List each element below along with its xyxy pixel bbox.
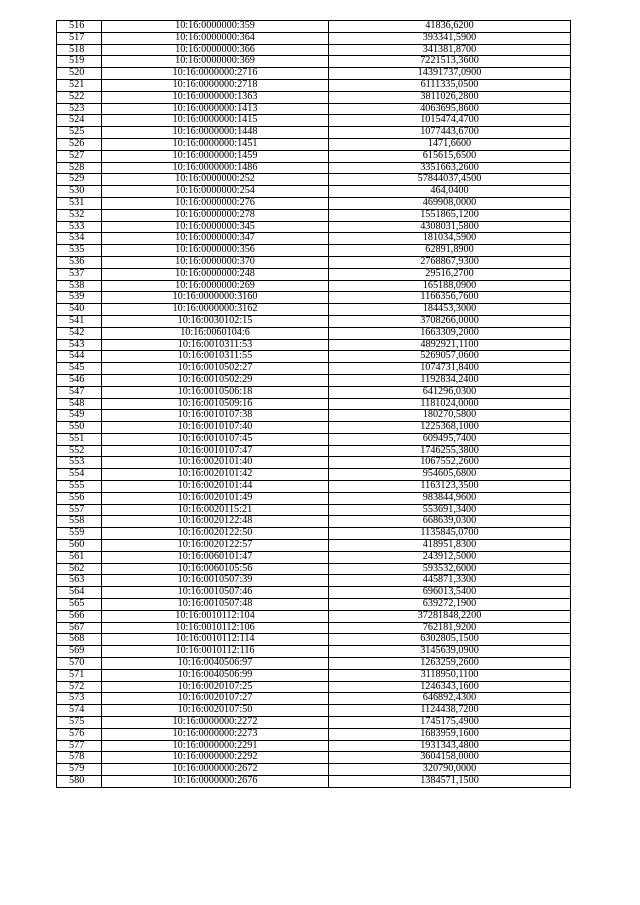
row-number-cell: 547: [57, 386, 102, 398]
row-number-cell: 530: [57, 186, 102, 198]
table-row: [57, 776, 571, 788]
value-cell: 1263259,2600: [329, 658, 571, 670]
row-number-cell: 566: [57, 610, 102, 622]
table-row: [57, 233, 571, 245]
table-row: [57, 280, 571, 292]
cadastral-number-cell: 10:16:0000000:356: [102, 245, 329, 257]
value-cell: 418951,8300: [329, 540, 571, 552]
cadastral-number-cell: 10:16:0010112:116: [102, 646, 329, 658]
row-number-cell: 553: [57, 457, 102, 469]
table-row: [57, 150, 571, 162]
row-number-cell: 562: [57, 563, 102, 575]
row-number-cell: 528: [57, 162, 102, 174]
table-row: [57, 481, 571, 493]
value-cell: 29516,2700: [329, 268, 571, 280]
cadastral-number-cell: 10:16:0000000:1363: [102, 91, 329, 103]
cadastral-number-cell: 10:16:0000000:359: [102, 21, 329, 33]
table-row: [57, 315, 571, 327]
cadastral-number-cell: 10:16:0000000:254: [102, 186, 329, 198]
row-number-cell: 536: [57, 256, 102, 268]
table-row: [57, 209, 571, 221]
row-number-cell: 541: [57, 315, 102, 327]
value-cell: 181034,5900: [329, 233, 571, 245]
cadastral-number-cell: 10:16:0000000:1413: [102, 103, 329, 115]
table-row: [57, 103, 571, 115]
table-row: [57, 56, 571, 68]
value-cell: 3811026,2800: [329, 91, 571, 103]
row-number-cell: 529: [57, 174, 102, 186]
row-number-cell: 537: [57, 268, 102, 280]
table-row: [57, 68, 571, 80]
value-cell: 762181,9200: [329, 622, 571, 634]
row-number-cell: 575: [57, 717, 102, 729]
cadastral-value-table: [56, 20, 571, 788]
cadastral-number-cell: 10:16:0020122:50: [102, 528, 329, 540]
value-cell: 4892921,1100: [329, 339, 571, 351]
cadastral-number-cell: 10:16:0000000:252: [102, 174, 329, 186]
cadastral-number-cell: 10:16:0000000:248: [102, 268, 329, 280]
value-cell: 6111335,0500: [329, 79, 571, 91]
table-row: [57, 422, 571, 434]
value-cell: 1124438,7200: [329, 705, 571, 717]
row-number-cell: 544: [57, 351, 102, 363]
cadastral-number-cell: 10:16:0000000:2291: [102, 740, 329, 752]
cadastral-number-cell: 10:16:0000000:1415: [102, 115, 329, 127]
row-number-cell: 564: [57, 587, 102, 599]
table-row: [57, 764, 571, 776]
cadastral-number-cell: 10:16:0000000:3162: [102, 304, 329, 316]
value-cell: 4063695,8600: [329, 103, 571, 115]
row-number-cell: 534: [57, 233, 102, 245]
value-cell: 4308031,5800: [329, 221, 571, 233]
value-cell: 3604158,0000: [329, 752, 571, 764]
value-cell: 469908,0000: [329, 197, 571, 209]
value-cell: 1663309,2000: [329, 327, 571, 339]
value-cell: 3708266,0000: [329, 315, 571, 327]
table-row: [57, 587, 571, 599]
row-number-cell: 523: [57, 103, 102, 115]
cadastral-number-cell: 10:16:0010507:48: [102, 599, 329, 611]
cadastral-number-cell: 10:16:0010509:16: [102, 398, 329, 410]
cadastral-number-cell: 10:16:0000000:2716: [102, 68, 329, 80]
cadastral-number-cell: 10:16:0000000:3160: [102, 292, 329, 304]
cadastral-number-cell: 10:16:0010502:27: [102, 363, 329, 375]
value-cell: 641296,0300: [329, 386, 571, 398]
value-cell: 1384571,1500: [329, 776, 571, 788]
value-cell: 341381,8700: [329, 44, 571, 56]
table-row: [57, 256, 571, 268]
row-number-cell: 563: [57, 575, 102, 587]
row-number-cell: 533: [57, 221, 102, 233]
value-cell: 1166356,7600: [329, 292, 571, 304]
table-row: [57, 658, 571, 670]
value-cell: 1181024,0000: [329, 398, 571, 410]
row-number-cell: 560: [57, 540, 102, 552]
value-cell: 954605,6800: [329, 469, 571, 481]
value-cell: 1074731,8400: [329, 363, 571, 375]
value-cell: 3145639,0900: [329, 646, 571, 658]
row-number-cell: 568: [57, 634, 102, 646]
table-row: [57, 622, 571, 634]
table-row: [57, 186, 571, 198]
cadastral-number-cell: 10:16:0000000:276: [102, 197, 329, 209]
row-number-cell: 517: [57, 32, 102, 44]
row-number-cell: 552: [57, 445, 102, 457]
row-number-cell: 543: [57, 339, 102, 351]
table-row: [57, 705, 571, 717]
row-number-cell: 557: [57, 504, 102, 516]
row-number-cell: 520: [57, 68, 102, 80]
row-number-cell: 548: [57, 398, 102, 410]
table-row: [57, 740, 571, 752]
table-row: [57, 21, 571, 33]
table-row: [57, 693, 571, 705]
row-number-cell: 577: [57, 740, 102, 752]
cadastral-number-cell: 10:16:0020101:40: [102, 457, 329, 469]
value-cell: 615615,6500: [329, 150, 571, 162]
value-cell: 5269057,0600: [329, 351, 571, 363]
row-number-cell: 518: [57, 44, 102, 56]
cadastral-number-cell: 10:16:0010502:29: [102, 374, 329, 386]
cadastral-number-cell: 10:16:0000000:366: [102, 44, 329, 56]
row-number-cell: 570: [57, 658, 102, 670]
table-row: [57, 32, 571, 44]
cadastral-number-cell: 10:16:0000000:364: [102, 32, 329, 44]
value-cell: 1067552,2600: [329, 457, 571, 469]
row-number-cell: 573: [57, 693, 102, 705]
row-number-cell: 559: [57, 528, 102, 540]
table-row: [57, 516, 571, 528]
value-cell: 639272,1900: [329, 599, 571, 611]
row-number-cell: 558: [57, 516, 102, 528]
cadastral-number-cell: 10:16:0000000:278: [102, 209, 329, 221]
cadastral-number-cell: 10:16:0000000:347: [102, 233, 329, 245]
cadastral-number-cell: 10:16:0010112:114: [102, 634, 329, 646]
table-row: [57, 162, 571, 174]
row-number-cell: 519: [57, 56, 102, 68]
value-cell: 1192834,2400: [329, 374, 571, 386]
cadastral-number-cell: 10:16:0020115:21: [102, 504, 329, 516]
table-row: [57, 575, 571, 587]
row-number-cell: 576: [57, 728, 102, 740]
value-cell: 1246343,1600: [329, 681, 571, 693]
row-number-cell: 567: [57, 622, 102, 634]
table-row: [57, 634, 571, 646]
row-number-cell: 580: [57, 776, 102, 788]
table-row: [57, 44, 571, 56]
table-row: [57, 79, 571, 91]
table-row: [57, 469, 571, 481]
cadastral-number-cell: 10:16:0020122:48: [102, 516, 329, 528]
cadastral-number-cell: 10:16:0020101:42: [102, 469, 329, 481]
cadastral-number-cell: 10:16:0000000:269: [102, 280, 329, 292]
row-number-cell: 540: [57, 304, 102, 316]
value-cell: 62891,8900: [329, 245, 571, 257]
value-cell: 165188,0900: [329, 280, 571, 292]
row-number-cell: 565: [57, 599, 102, 611]
table-row: [57, 504, 571, 516]
value-cell: 243912,5000: [329, 551, 571, 563]
value-cell: 1745175,4900: [329, 717, 571, 729]
value-cell: 1225368,1000: [329, 422, 571, 434]
cadastral-number-cell: 10:16:0060105:56: [102, 563, 329, 575]
row-number-cell: 516: [57, 21, 102, 33]
row-number-cell: 574: [57, 705, 102, 717]
row-number-cell: 521: [57, 79, 102, 91]
cadastral-number-cell: 10:16:0000000:345: [102, 221, 329, 233]
value-cell: 7221513,3600: [329, 56, 571, 68]
value-cell: 668639,0300: [329, 516, 571, 528]
cadastral-number-cell: 10:16:0000000:1451: [102, 138, 329, 150]
table-row: [57, 457, 571, 469]
table-row: [57, 551, 571, 563]
table-row: [57, 386, 571, 398]
value-cell: 6302805,1500: [329, 634, 571, 646]
cadastral-number-cell: 10:16:0010112:106: [102, 622, 329, 634]
value-cell: 553691,3400: [329, 504, 571, 516]
value-cell: 1163123,3500: [329, 481, 571, 493]
table-row: [57, 268, 571, 280]
cadastral-number-cell: 10:16:0060104:6: [102, 327, 329, 339]
cadastral-number-cell: 10:16:0000000:2273: [102, 728, 329, 740]
table-row: [57, 91, 571, 103]
value-cell: 180270,5800: [329, 410, 571, 422]
value-cell: 1135845,0700: [329, 528, 571, 540]
table-row: [57, 681, 571, 693]
value-cell: 14391737,0900: [329, 68, 571, 80]
table-row: [57, 492, 571, 504]
table-row: [57, 339, 571, 351]
table-row: [57, 728, 571, 740]
row-number-cell: 546: [57, 374, 102, 386]
value-cell: 1551865,1200: [329, 209, 571, 221]
table-row: [57, 351, 571, 363]
cadastral-number-cell: 10:16:0000000:1448: [102, 127, 329, 139]
table-row: [57, 717, 571, 729]
table-row: [57, 304, 571, 316]
value-cell: 646892,4300: [329, 693, 571, 705]
cadastral-number-cell: 10:16:0000000:2292: [102, 752, 329, 764]
value-cell: 1471,6600: [329, 138, 571, 150]
table-row: [57, 610, 571, 622]
value-cell: 184453,3000: [329, 304, 571, 316]
cadastral-number-cell: 10:16:0000000:1459: [102, 150, 329, 162]
row-number-cell: 526: [57, 138, 102, 150]
value-cell: 393341,5900: [329, 32, 571, 44]
value-cell: 2768867,9300: [329, 256, 571, 268]
value-cell: 3118950,1100: [329, 669, 571, 681]
table-row: [57, 221, 571, 233]
value-cell: 1746255,3800: [329, 445, 571, 457]
row-number-cell: 545: [57, 363, 102, 375]
cadastral-number-cell: 10:16:0010506:18: [102, 386, 329, 398]
cadastral-number-cell: 10:16:0010107:40: [102, 422, 329, 434]
cadastral-number-cell: 10:16:0010112:104: [102, 610, 329, 622]
value-cell: 1931343,4800: [329, 740, 571, 752]
row-number-cell: 538: [57, 280, 102, 292]
row-number-cell: 524: [57, 115, 102, 127]
value-cell: 1077443,6700: [329, 127, 571, 139]
row-number-cell: 539: [57, 292, 102, 304]
value-cell: 593532,6000: [329, 563, 571, 575]
row-number-cell: 571: [57, 669, 102, 681]
table-row: [57, 445, 571, 457]
table-row: [57, 646, 571, 658]
cadastral-number-cell: 10:16:0000000:2676: [102, 776, 329, 788]
row-number-cell: 549: [57, 410, 102, 422]
row-number-cell: 535: [57, 245, 102, 257]
cadastral-number-cell: 10:16:0010107:45: [102, 433, 329, 445]
cadastral-number-cell: 10:16:0010507:46: [102, 587, 329, 599]
value-cell: 1015474,4700: [329, 115, 571, 127]
cadastral-number-cell: 10:16:0010311:55: [102, 351, 329, 363]
cadastral-number-cell: 10:16:0010311:53: [102, 339, 329, 351]
value-cell: 57844037,4500: [329, 174, 571, 186]
row-number-cell: 578: [57, 752, 102, 764]
table-row: [57, 138, 571, 150]
value-cell: 445871,3300: [329, 575, 571, 587]
value-cell: 609495,7400: [329, 433, 571, 445]
cadastral-number-cell: 10:16:0020122:57: [102, 540, 329, 552]
table-row: [57, 292, 571, 304]
row-number-cell: 579: [57, 764, 102, 776]
table-row: [57, 528, 571, 540]
table-row: [57, 752, 571, 764]
cadastral-number-cell: 10:16:0000000:370: [102, 256, 329, 268]
cadastral-number-cell: 10:16:0030102:15: [102, 315, 329, 327]
row-number-cell: 556: [57, 492, 102, 504]
table-row: [57, 563, 571, 575]
cadastral-number-cell: 10:16:0000000:1486: [102, 162, 329, 174]
cadastral-number-cell: 10:16:0020101:44: [102, 481, 329, 493]
value-cell: 983844,9600: [329, 492, 571, 504]
table-row: [57, 433, 571, 445]
table-row: [57, 327, 571, 339]
cadastral-number-cell: 10:16:0020107:27: [102, 693, 329, 705]
cadastral-number-cell: 10:16:0040506:99: [102, 669, 329, 681]
table-row: [57, 174, 571, 186]
table-row: [57, 363, 571, 375]
table-row: [57, 374, 571, 386]
table-row: [57, 410, 571, 422]
cadastral-number-cell: 10:16:0020107:25: [102, 681, 329, 693]
cadastral-number-cell: 10:16:0000000:369: [102, 56, 329, 68]
row-number-cell: 525: [57, 127, 102, 139]
table-row: [57, 115, 571, 127]
cadastral-number-cell: 10:16:0000000:2272: [102, 717, 329, 729]
cadastral-number-cell: 10:16:0060101:47: [102, 551, 329, 563]
row-number-cell: 542: [57, 327, 102, 339]
row-number-cell: 532: [57, 209, 102, 221]
value-cell: 3351663,2600: [329, 162, 571, 174]
value-cell: 37281848,2200: [329, 610, 571, 622]
row-number-cell: 522: [57, 91, 102, 103]
row-number-cell: 561: [57, 551, 102, 563]
table-body: [57, 21, 571, 788]
row-number-cell: 554: [57, 469, 102, 481]
value-cell: 1683959,1600: [329, 728, 571, 740]
table-row: [57, 127, 571, 139]
row-number-cell: 531: [57, 197, 102, 209]
value-cell: 41836,6200: [329, 21, 571, 33]
cadastral-number-cell: 10:16:0000000:2718: [102, 79, 329, 91]
row-number-cell: 572: [57, 681, 102, 693]
row-number-cell: 551: [57, 433, 102, 445]
value-cell: 696013,5400: [329, 587, 571, 599]
cadastral-number-cell: 10:16:0010507:39: [102, 575, 329, 587]
row-number-cell: 569: [57, 646, 102, 658]
cadastral-number-cell: 10:16:0020107:50: [102, 705, 329, 717]
table-row: [57, 245, 571, 257]
table-row: [57, 197, 571, 209]
table-row: [57, 669, 571, 681]
value-cell: 320790,0000: [329, 764, 571, 776]
table-row: [57, 398, 571, 410]
cadastral-number-cell: 10:16:0000000:2672: [102, 764, 329, 776]
row-number-cell: 550: [57, 422, 102, 434]
row-number-cell: 555: [57, 481, 102, 493]
row-number-cell: 527: [57, 150, 102, 162]
table-row: [57, 599, 571, 611]
value-cell: 464,0400: [329, 186, 571, 198]
cadastral-number-cell: 10:16:0010107:47: [102, 445, 329, 457]
document-page: [56, 20, 570, 788]
cadastral-number-cell: 10:16:0010107:38: [102, 410, 329, 422]
table-row: [57, 540, 571, 552]
cadastral-number-cell: 10:16:0040506:97: [102, 658, 329, 670]
cadastral-number-cell: 10:16:0020101:49: [102, 492, 329, 504]
